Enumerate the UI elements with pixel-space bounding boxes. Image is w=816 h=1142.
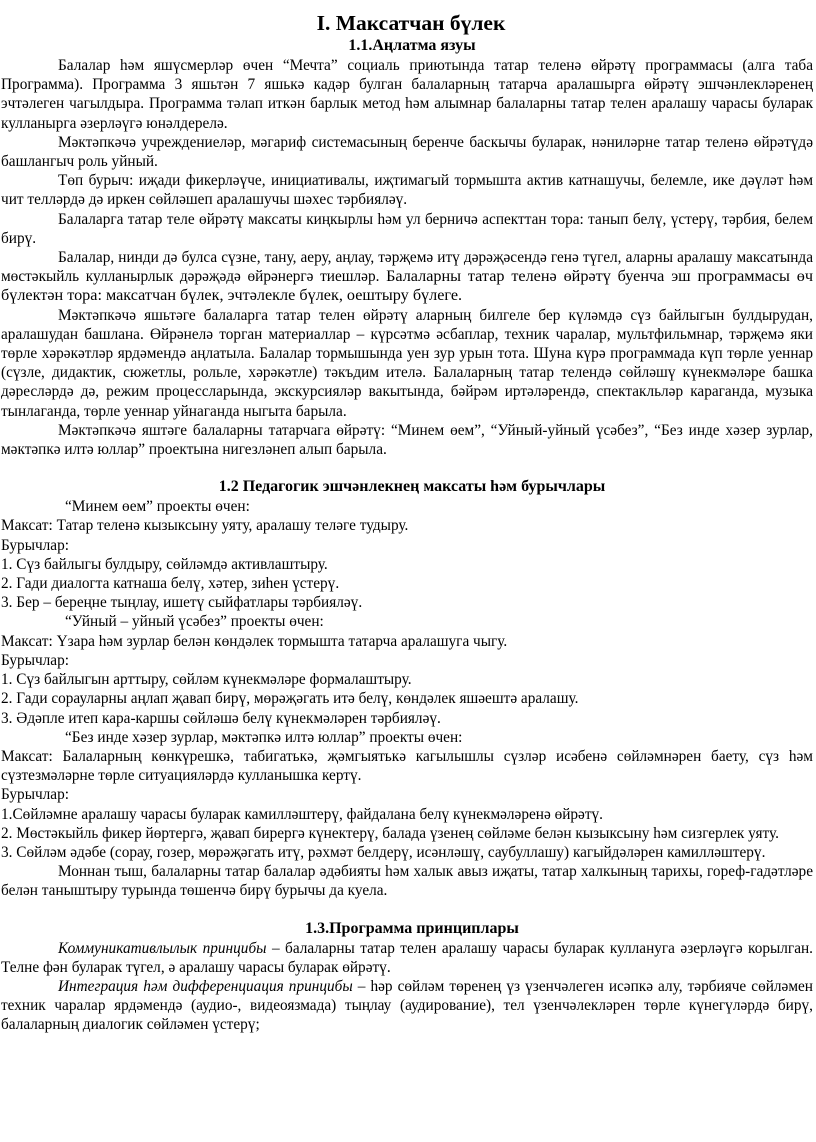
paragraph-text: Балалар, нинди дә булса сүзне, тану, аеру, аңлау, тәрҗемә итү дәрәҗәсендә генә түгел, аларны аралашу максатында мөстәкыйль кулланырлык дәрәҗәдә өйрәнергә тиешләр.: [1, 249, 813, 286]
project-goal: Максат: Балаларның көнкүрешкә, табигатькә, җәмгыятькә кагылышлы сүзләр исәбенә сөйләмнәрен баету, сүз һәм сүзтезмәләрне төрле ситуацияләрдә кулланышка кертү.: [1, 747, 813, 785]
tasks-label: Бурычлар:: [1, 786, 69, 804]
paragraph-text: Балаларны татар теленә өйрәтү буенча эш программасы өч бүлектән тора: максатчан бүлек, эчтәлекле бүлек, оештыру бүлеге.: [1, 267, 813, 305]
principle-text: – һәр сөйләм төренең үз үзенчәлеген исәпкә алу, тәрбияче сөйләмен техник чаралар ярдәмендә (аудио-, видеоязмада) тыңлау (аудирование), тел үзенчәлекләрен төрле күнегүләрдә бирү, балаларның диалогик сөйләмен үстерү;: [1, 977, 813, 1034]
paragraph: Балаларга татар теле өйрәтү максаты киңкырлы һәм ул берничә аспекттан тора: танып белү, үстерү, тәрбия, белем бирү.: [1, 210, 813, 247]
project-name: “Минем өем” проекты өчен:: [65, 498, 250, 516]
task-item: 2. Мөстәкыйль фикер йөртергә, җавап бирергә күнектерү, балада үзенең сөйләме белән кызыксыну һәм сизгерлек уяту.: [1, 824, 779, 842]
paragraph: Балалар һәм яшүсмерләр өчен “Мечта” социаль приютында татар теленә өйрәтү программасы (алга таба Программа). Программа 3 яшьтән 7 яшькә кадәр булган балаларның татарча аралашырга өйрәтү эшчәнлекләренең эчтәлеген чагылдыра. Программа тәлап иткән барлык метод һәм алымнар балаларны татар телен аралашу чарасы буларак кулланырга әзерләүгә юнәлдерелә.: [1, 57, 813, 132]
project-name: “Уйный – уйный үсәбез” проекты өчен:: [65, 613, 324, 631]
task-item: 3. Әдәпле итеп кара-каршы сөйләшә белү күнекмәләрен тәрбияләү.: [1, 709, 441, 727]
project-goal: Максат: Татар теленә кызыксыну уяту, аралашу теләге тудыру.: [1, 517, 409, 535]
task-item: 1.Сөйләмне аралашу чарасы буларак камилләштерү, файдалана белү күнекмәләренә өйрәтү.: [1, 805, 604, 823]
subsection-heading-explanatory-note: 1.1.Аңлатма язуы: [348, 37, 476, 54]
paragraph: Мәктәпкәчә яштәге балаларны татарчага өйрәтү: “Минем өем”, “Уйный-уйный үсәбез”, “Без инде хәзер зурлар, мәктәпкә илтә юллар” проектына нигезләнеп алып барыла.: [1, 421, 813, 459]
paragraph: [1, 248, 813, 306]
project-name: “Без инде хәзер зурлар, мәктәпкә илтә юллар” проекты өчен:: [65, 728, 463, 746]
principle-name: Коммуникативлылык принцибы: [58, 939, 267, 957]
tasks-label: Бурычлар:: [1, 651, 69, 669]
subsection-heading-goals-tasks: 1.2 Педагогик эшчәнлекнең максаты һәм бурычлары: [218, 478, 606, 496]
task-item: 1. Сүз байлыгы булдыру, сөйләмдә активлаштыру.: [1, 555, 328, 573]
task-item: 3. Сөйләм әдәбе (сорау, гозер, мөрәҗәгать итү, рәхмәт белдерү, исәнләшү, саубуллашу) кагыйдәләрен камилләштерү.: [1, 843, 766, 861]
task-item: 1. Сүз байлыгын арттыру, сөйләм күнекмәләре формалаштыру.: [1, 671, 412, 689]
paragraph: Моннан тыш, балаларны татар балалар әдәбияты һәм халык авыз иҗаты, татар халкының тарихы, гореф-гадәтләре белән таныштыру турында төшенчә бирү бурычы да куела.: [1, 863, 813, 900]
section-title: I. Максатчан бүлек: [316, 11, 506, 35]
principle-text: – балаларны татар телен аралашу чарасы буларак куллануга әзерләүгә корылган. Телне фән буларак түгел, ә аралашу чарасы буларак өйрәтү.: [1, 939, 813, 976]
paragraph: Мәктәпкәчә яшьтәге балаларга татар телен өйрәтү аларның билгеле бер күләмдә сүз байлыгын булдырудан, аралашудан башлана. Өйрәнелә торган материаллар – күрсәтмә әсбаплар, техник чаралар, мультфильмнар, тәрҗемә яки төрле хәрәкәтләр ярдәмендә аңлатыла. Балалар тормышында уен зур урын тота. Шуна күрә программада күп төрле уеннар (сүзле, дидактик, сюжетлы, рольле, хәрәкәтле) тәкъдим ителә. Балаларның татар телендә сөйләшү күнекмәләре башка дәресләрдә дә, режим процессларында, экскурсияләр вакытында, бәйрәм иртәләрендә, спектакльләр караганда, музыка тынлаганда, төрле уеннар уйнаганда ныгыта барыла.: [1, 306, 813, 420]
project-goal: Максат: Үзара һәм зурлар белән көндәлек тормышта татарча аралашуга чыгу.: [1, 632, 508, 650]
paragraph: Мәктәпкәчә учреждениеләр, мәгариф системасының беренче баскычы буларак, нәниләрне татар теленә өйрәтүдә башлангыч роль уйный.: [1, 133, 813, 171]
task-item: 2. Гади сорауларны аңлап җавап бирү, мөрәҗәгать итә белү, көндәлек яшәештә аралашу.: [1, 690, 579, 708]
tasks-label: Бурычлар:: [1, 536, 69, 554]
principle-paragraph: [1, 939, 813, 977]
principle-name: Интеграция һәм дифференциация принцибы: [58, 977, 353, 995]
principle-paragraph: [1, 977, 813, 1035]
task-item: 2. Гади диалогта катнаша белү, хәтер, зиһен үстерү.: [1, 575, 340, 593]
paragraph: Төп бурыч: иҗади фикерләүче, инициативалы, иҗтимагый тормышта актив катнашучы, белемле, ике дәүләт һәм чит телләрдә дә иркен сөйләшеп аралашучы шәхес тәрбияләү.: [1, 172, 813, 209]
subsection-heading-principles: 1.3.Программа принциплары: [305, 919, 519, 937]
task-item: 3. Бер – береңне тыңлау, ишетү сыйфатлары тәрбияләү.: [1, 594, 363, 612]
